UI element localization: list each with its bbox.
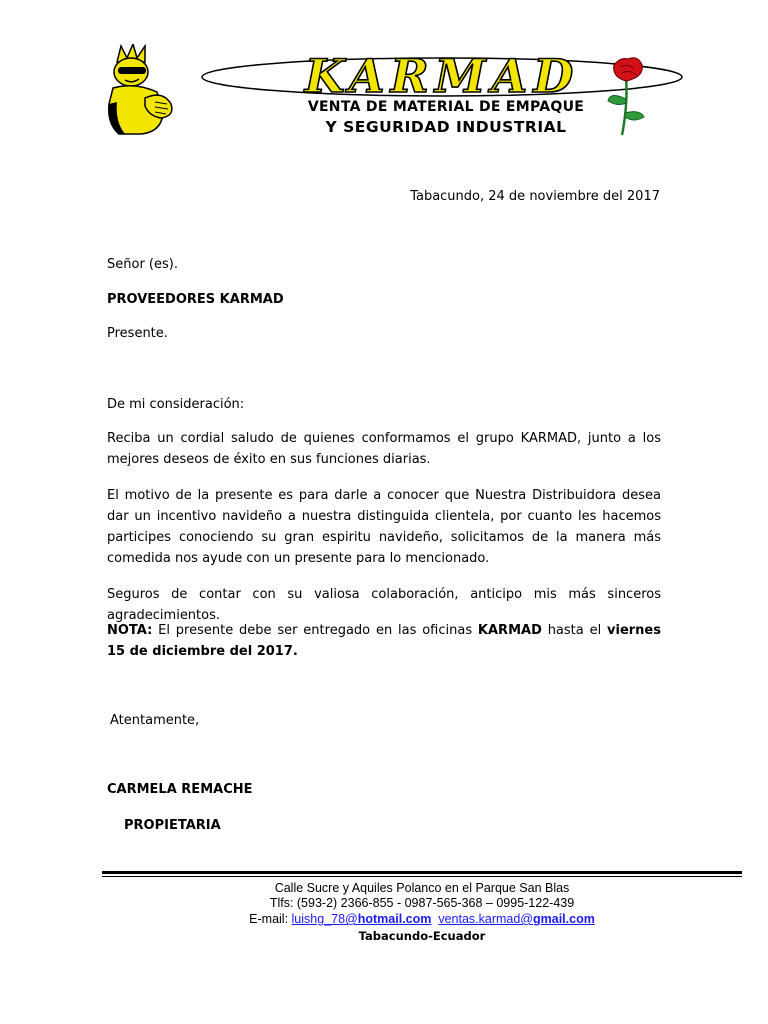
salutation: Señor (es). [107,257,178,272]
paragraph-2: El motivo de la presente es para darle a conocer que Nuestra Distribuidora desea dar un incentivo navideño a nuestra distinguida clientela, por cuanto les hacemos participes conociendo su gran espiritu navideño, solicitamos de la manera más comedida nos ayude con un presente para lo mencionado. [107,488,661,566]
tagline-2: Y SEGURIDAD INDUSTRIAL [325,118,567,136]
email-link-hotmail[interactable]: luishg_78@hotmail.com [291,912,432,926]
email-label: E-mail: [249,912,292,926]
tagline-1: VENTA DE MATERIAL DE EMPAQUE [307,99,585,115]
note-company: KARMAD [477,623,542,638]
note-text-2: hasta el [541,623,608,638]
rose-icon [604,55,652,137]
presente: Presente. [107,326,168,341]
footer-email-line [102,911,742,927]
footer-address: Calle Sucre y Aquiles Polanco en el Parque San Blas [274,881,570,895]
brand-name: KARMAD [304,52,580,102]
footer-phones: Tlfs: (593-2) 2366-855 - 0987-565-368 – 0995-122-439 [269,896,575,910]
mascot-icon [105,44,177,136]
footer-rule-thin [102,876,742,877]
letterhead [105,44,660,138]
email-link-gmail[interactable]: ventas.karmad@gmail.com [438,912,595,926]
footer-city: Tabacundo-Ecuador [358,929,486,943]
note-text-1: El presente debe ser entregado en las oficinas [152,623,478,638]
signer-name: CARMELA REMACHE [107,782,253,797]
recipient: PROVEEDORES KARMAD [107,292,284,307]
paragraph-3: Seguros de contar con su valiosa colaboración, anticipo mis más sinceros agradecimientos. [107,587,661,623]
paragraph-1: Reciba un cordial saludo de quienes conformamos el grupo KARMAD, junto a los mejores deseos de éxito en sus funciones diarias. [107,431,661,467]
letter-date: Tabacundo, 24 de noviembre del 2017 [410,189,660,204]
greeting: De mi consideración: [107,397,245,412]
footer-rule [102,871,742,874]
note-deadline: viernes 15 de diciembre del 2017. [107,623,661,659]
note-label: NOTA: [107,623,153,638]
closing: Atentamente, [110,713,200,728]
note-paragraph [107,620,661,662]
signer-title: PROPIETARIA [124,818,221,833]
